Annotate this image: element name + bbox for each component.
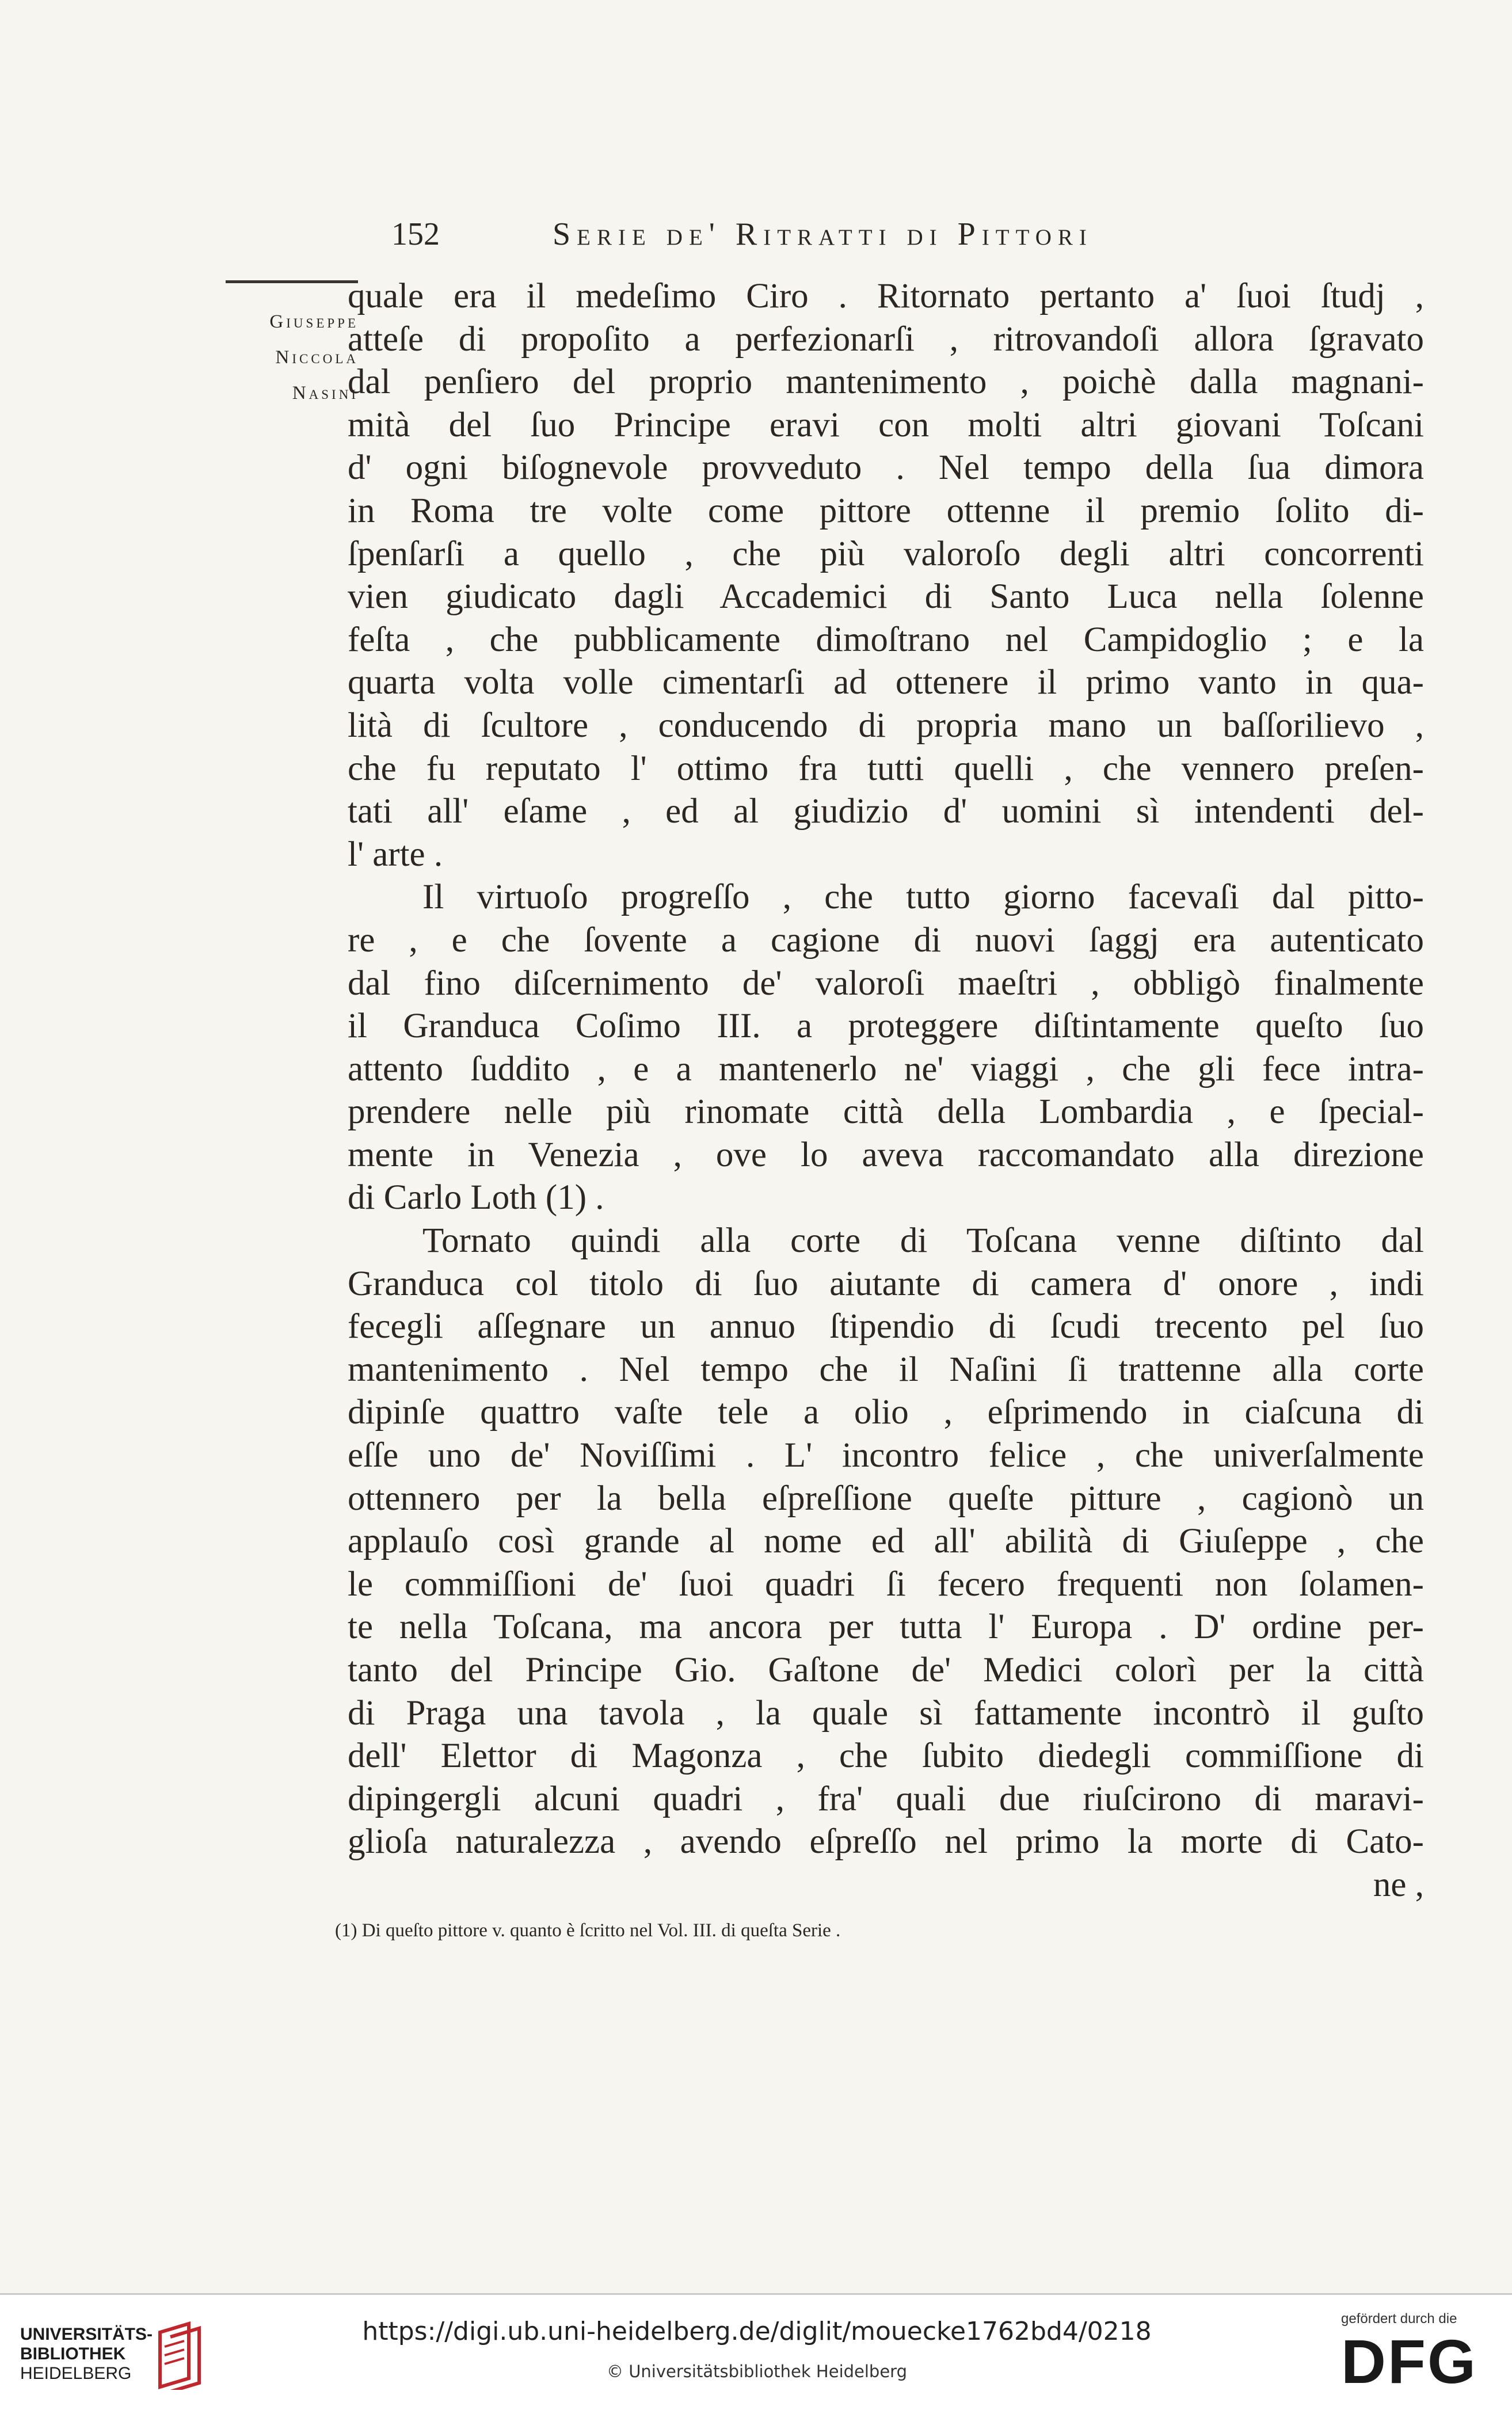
text-line: dipingergli alcuni quadri , fra' quali due riuſcirono di maravi- (348, 1779, 1424, 1818)
running-head: Serie de' Ritratti di Pittori (553, 216, 1093, 252)
text-line: tati all' eſame , ed al giudizio d' uomini sì intendenti del- (348, 792, 1424, 831)
permalink-url[interactable]: https://digi.ub.uni-heidelberg.de/diglit/mouecke1762bd4/0218 (362, 2317, 1152, 2346)
marginal-name (223, 304, 359, 411)
text-line: dipinſe quattro vaſte tele a olio , eſprimendo in ciaſcuna di (348, 1393, 1424, 1432)
text-line: Granduca col titolo di ſuo aiutante di camera d' onore , indi (348, 1264, 1424, 1303)
library-logo-icon (148, 2321, 212, 2390)
text-line: ſpenſarſi a quello , che più valoroſo degli altri concorrenti (348, 534, 1424, 573)
marginal-name-line: Giuseppe (269, 311, 359, 332)
text-line: prendere nelle più rinomate città della Lombardia , e ſpecial- (348, 1092, 1424, 1132)
library-logo-text (20, 2325, 153, 2384)
footnote: (1) Di queſto pittore v. quanto è ſcritto nel Vol. III. di queſta Serie . (335, 1920, 841, 1941)
body-text (348, 275, 1424, 1907)
page-number: 152 (391, 216, 440, 252)
marginal-name-line: Nasini (292, 383, 359, 403)
text-line: mità del ſuo Principe eravi con molti altri giovani Toſcani (348, 405, 1424, 444)
text-line: fecegli aſſegnare un annuo ſtipendio di ſcudi trecento pel ſuo (348, 1307, 1424, 1346)
text-line: l' arte . (348, 835, 443, 874)
text-line: tanto del Principe Gio. Gaſtone de' Medici colorì per la città (348, 1651, 1424, 1689)
text-line: re , e che ſovente a cagione di nuovi ſaggj era autenticato (348, 920, 1424, 960)
text-line: lità di ſcultore , conducendo di propria mano un baſſorilievo , (348, 706, 1424, 745)
margin-rule (226, 280, 358, 283)
text-line: che fu reputato l' ottimo fra tutti quelli , che vennero preſen- (348, 749, 1424, 788)
page-header (386, 216, 1307, 262)
text-line: Il virtuoſo progreſſo , che tutto giorno facevaſi dal pitto- (422, 878, 1424, 917)
text-line: Tornato quindi alla corte di Toſcana venne diſtinto dal (422, 1221, 1424, 1261)
library-name-line: BIBLIOTHEK (20, 2344, 126, 2363)
text-line: mantenimento . Nel tempo che il Naſini ſi trattenne alla corte (348, 1350, 1424, 1389)
text-line: d' ogni biſognevole provveduto . Nel tempo della ſua dimora (348, 448, 1424, 488)
text-line: il Granduca Coſimo III. a proteggere diſtintamente queſto ſuo (348, 1007, 1424, 1046)
text-line: le commiſſioni de' ſuoi quadri ſi fecero frequenti non ſolamen- (348, 1564, 1424, 1604)
text-line: atteſe di propoſito a perfezionarſi , ritrovandoſi allora ſgravato (348, 319, 1424, 359)
text-line: in Roma tre volte come pittore ottenne il premio ſolito di- (348, 491, 1424, 530)
text-line: di Carlo Loth (1) . (348, 1178, 604, 1217)
library-name-line: UNIVERSITÄTS- (20, 2325, 153, 2344)
text-line: quarta volta volle cimentarſi ad ottenere il primo vanto in qua- (348, 663, 1424, 702)
copyright-notice: © Universitätsbibliothek Heidelberg (606, 2362, 907, 2381)
text-line: attento ſuddito , e a mantenerlo ne' viaggi , che gli fece intra- (348, 1049, 1424, 1088)
text-line: applauſo così grande al nome ed all' abilità di Giuſeppe , che (348, 1522, 1424, 1561)
text-line: di Praga una tavola , la quale sì fattamente incontrò il guſto (348, 1693, 1424, 1733)
funding-label: gefördert durch die (1341, 2311, 1457, 2327)
text-line: te nella Toſcana, ma ancora per tutta l' Europa . D' ordine per- (348, 1608, 1424, 1647)
text-line: quale era il medeſimo Ciro . Ritornato pertanto a' ſuoi ſtudj , (348, 277, 1424, 315)
text-line: vien giudicato dagli Accademici di Santo Luca nella ſolenne (348, 577, 1424, 616)
library-footer (0, 2293, 1512, 2410)
dfg-logo: DFG (1341, 2327, 1477, 2396)
text-line: dal fino diſcernimento de' valoroſi maeſtri , obbligò finalmente (348, 964, 1424, 1003)
text-line: feſta , che pubblicamente dimoſtrano nel Campidoglio ; e la (348, 620, 1424, 659)
text-line: dal penſiero del proprio mantenimento , poichè dalla magnani- (348, 363, 1424, 402)
catchword: ne , (1373, 1865, 1424, 1904)
marginal-name-line: Niccola (275, 347, 359, 368)
text-line: eſſe uno de' Noviſſimi . L' incontro felice , che univerſalmente (348, 1436, 1424, 1475)
text-line: ottennero per la bella eſpreſſione queſte pitture , cagionò un (348, 1479, 1424, 1518)
text-line: glioſa naturalezza , avendo eſpreſſo nel primo la morte di Cato- (348, 1822, 1424, 1861)
library-name-line: HEIDELBERG (20, 2364, 132, 2383)
text-line: mente in Venezia , ove lo aveva raccomandato alla direzione (348, 1135, 1424, 1174)
text-line: dell' Elettor di Magonza , che ſubito diedegli commiſſione di (348, 1737, 1424, 1776)
